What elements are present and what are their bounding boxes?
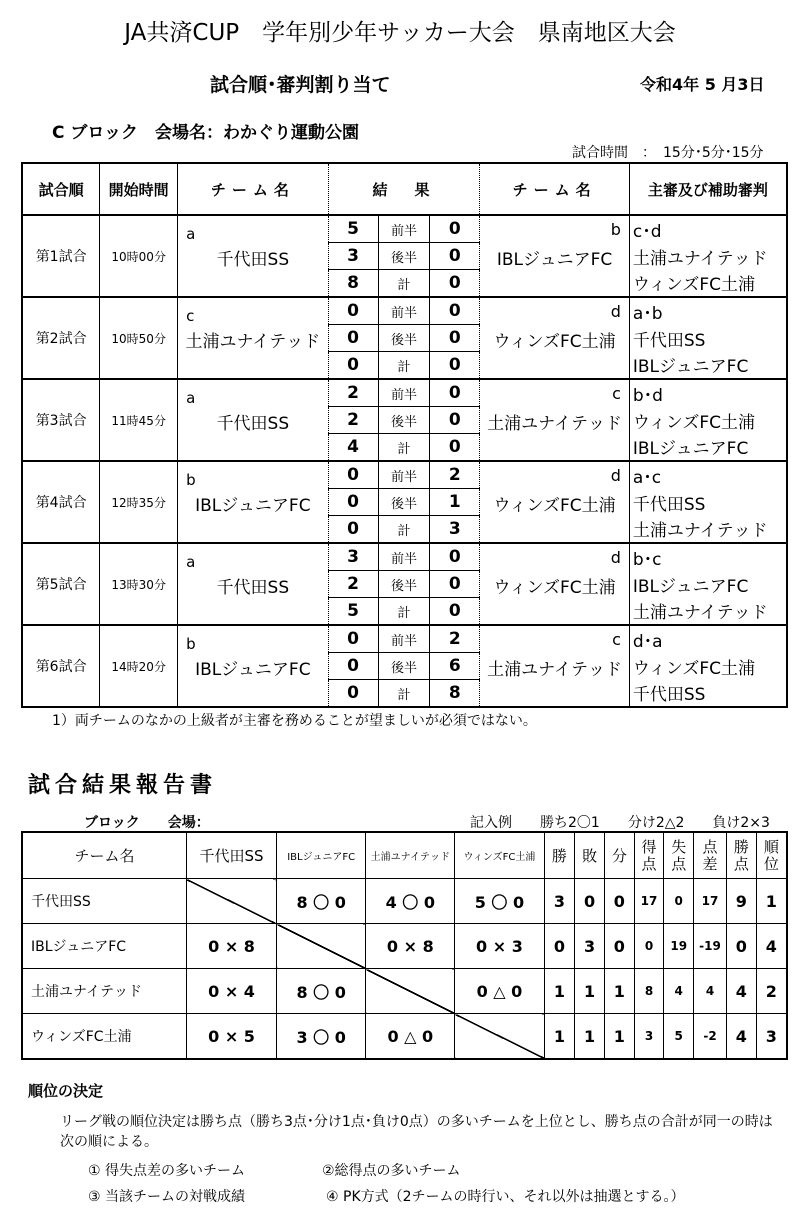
block-venue: C ブロック 会場名：わかぐり運動公園 [52,123,360,143]
match-row [22,215,787,243]
criterion-4: ④ PK方式（2チームの時行い、それ以外は抽選とする。） [326,1189,685,1205]
results-match-cell: 4 〇 0 [366,879,455,924]
results-losses: 3 [575,924,605,969]
results-goals-against: 4 [664,969,694,1014]
referee-1: ウィンズFC土浦 [629,653,787,680]
results-header-t4: ウィンズFC土浦 [455,832,544,879]
results-goals-for: 17 [634,879,664,924]
score-b-first-half: 0 [430,543,480,571]
match-number: 第4試合 [22,461,100,543]
results-match-cell: 5 〇 0 [455,879,544,924]
results-goals-for: 8 [634,969,664,1014]
results-match-cell: 8 〇 0 [277,879,366,924]
results-wins: 1 [544,969,575,1014]
score-b-first-half: 0 [430,379,480,407]
first-half-label: 前半 [378,215,430,243]
header-order: 試合順 [22,163,100,215]
results-losses: 1 [575,969,605,1014]
referee-1: IBLジュニアFC [629,571,787,598]
score-b-total: 3 [430,516,480,544]
score-b-first-half: 2 [430,625,480,653]
report-block-label: ブロック 会場： [84,815,210,831]
referee-2: IBLジュニアFC [629,434,787,462]
score-b-second-half: 0 [430,407,480,434]
match-start-time: 12時35分 [100,461,178,543]
score-b-total: 0 [430,270,480,298]
results-match-cell: 0 △ 0 [455,969,544,1014]
match-start-time: 14時20分 [100,625,178,707]
score-b-second-half: 0 [430,571,480,598]
results-row [22,879,787,924]
results-goals-against: 5 [664,1014,694,1060]
results-points: 4 [726,1014,756,1060]
match-row [22,543,787,571]
results-header-row [22,832,787,879]
referee-codes: b･c [629,543,787,571]
score-b-first-half: 0 [430,215,480,243]
score-a-second-half: 0 [328,489,378,516]
score-b-total: 0 [430,434,480,462]
team-a-code: a [178,379,329,407]
score-b-second-half: 1 [430,489,480,516]
total-label: 計 [378,352,430,380]
results-header-points: 勝 点 [726,832,756,879]
header-referee: 主審及び補助審判 [629,163,787,215]
results-header-draw: 分 [604,832,634,879]
total-label: 計 [378,680,430,708]
match-number: 第2試合 [22,297,100,379]
results-losses: 1 [575,1014,605,1060]
results-match-cell: 0 × 3 [455,924,544,969]
score-a-first-half: 5 [328,215,378,243]
referee-2: 土浦ユナイテッド [629,516,787,544]
score-a-total: 0 [328,680,378,708]
referee-1: ウィンズFC土浦 [629,407,787,434]
rules-heading: 順位の決定 [28,1082,104,1100]
score-a-second-half: 2 [328,571,378,598]
score-b-second-half: 0 [430,325,480,352]
match-start-time: 11時45分 [100,379,178,461]
match-row [22,297,787,325]
results-points: 0 [726,924,756,969]
results-row [22,969,787,1014]
score-a-second-half: 3 [328,243,378,270]
criterion-3: ③ 当該チームの対戦成績 [88,1189,246,1205]
schedule-table [21,162,788,708]
team-a-name: IBLジュニアFC [178,489,329,544]
note: 1）両チームのなかの上級者が主審を務めることが望ましいが必須ではない。 [52,713,537,729]
team-a-code: a [178,543,329,571]
results-header-team: チーム名 [22,832,186,879]
team-a-name: IBLジュニアFC [178,653,329,708]
results-match-cell: 0 × 5 [186,1014,276,1060]
team-a-code: b [178,461,329,489]
match-row [22,461,787,489]
schedule-header-row [22,163,787,215]
score-a-first-half: 2 [328,379,378,407]
results-wins: 0 [544,924,575,969]
score-a-first-half: 3 [328,543,378,571]
results-header-gd: 点 差 [694,832,727,879]
referee-codes: b･d [629,379,787,407]
results-goals-against: 19 [664,924,694,969]
results-draws: 1 [604,969,634,1014]
results-match-cell: 8 〇 0 [277,969,366,1014]
score-b-second-half: 6 [430,653,480,680]
results-rank: 1 [756,879,787,924]
results-team-name: 千代田SS [22,879,186,924]
results-goals-against: 0 [664,879,694,924]
score-a-total: 4 [328,434,378,462]
score-b-first-half: 0 [430,297,480,325]
total-label: 計 [378,270,430,298]
referee-codes: c･d [629,215,787,243]
results-row [22,924,787,969]
referee-2: 土浦ユナイテッド [629,598,787,626]
results-header-gf: 得 点 [634,832,664,879]
second-half-label: 後半 [378,489,430,516]
results-points: 4 [726,969,756,1014]
first-half-label: 前半 [378,461,430,489]
score-b-total: 0 [430,352,480,380]
score-b-total: 0 [430,598,480,626]
team-b-code: d [480,461,630,489]
results-header-t1: 千代田SS [186,832,276,879]
criterion-1: ① 得失点差の多いチーム [88,1163,246,1179]
results-wins: 3 [544,879,575,924]
results-match-cell [366,969,455,1014]
match-number: 第5試合 [22,543,100,625]
score-a-total: 5 [328,598,378,626]
team-b-name: 土浦ユナイテッド [480,407,630,462]
second-half-label: 後半 [378,407,430,434]
results-header-loss: 敗 [575,832,605,879]
results-rank: 2 [756,969,787,1014]
results-team-name: IBLジュニアFC [22,924,186,969]
first-half-label: 前半 [378,543,430,571]
second-half-label: 後半 [378,325,430,352]
score-b-total: 8 [430,680,480,708]
results-goal-diff: 17 [694,879,727,924]
results-header-win: 勝 [544,832,575,879]
team-b-name: ウィンズFC土浦 [480,325,630,380]
results-match-cell: 0 × 4 [186,969,276,1014]
results-match-cell: 0 × 8 [186,924,276,969]
referee-codes: d･a [629,625,787,653]
results-team-name: 土浦ユナイテッド [22,969,186,1014]
document-subtitle: 試合順･審判割り当て [210,74,391,96]
referee-codes: a･b [629,297,787,325]
team-b-code: d [480,543,630,571]
score-a-second-half: 2 [328,407,378,434]
results-match-cell: 0 × 8 [366,924,455,969]
results-goal-diff: 4 [694,969,727,1014]
header-team-a: チーム名 [178,163,329,215]
results-header-t3: 土浦ユナイテッド [366,832,455,879]
second-half-label: 後半 [378,571,430,598]
team-a-code: a [178,215,329,243]
team-a-name: 千代田SS [178,571,329,626]
results-match-cell: 3 〇 0 [277,1014,366,1060]
match-number: 第3試合 [22,379,100,461]
first-half-label: 前半 [378,297,430,325]
results-goal-diff: -19 [694,924,727,969]
rules-text: リーグ戦の順位決定は勝ち点（勝ち3点･分け1点･負け0点）の多いチームを上位とし、勝ち点の合計が同一の時は次の順による。 [60,1114,773,1150]
score-b-first-half: 2 [430,461,480,489]
results-draws: 0 [604,924,634,969]
match-number: 第6試合 [22,625,100,707]
team-a-code: b [178,625,329,653]
results-goals-for: 3 [634,1014,664,1060]
total-label: 計 [378,516,430,544]
results-match-cell [277,924,366,969]
results-draws: 1 [604,1014,634,1060]
match-start-time: 10時00分 [100,215,178,297]
team-b-name: 土浦ユナイテッド [480,653,630,708]
results-draws: 0 [604,879,634,924]
referee-1: 千代田SS [629,325,787,352]
match-number: 第1試合 [22,215,100,297]
results-match-cell [186,879,276,924]
score-a-first-half: 0 [328,625,378,653]
match-time: 試合時間 ： 15分･5分･15分 [572,145,764,161]
second-half-label: 後半 [378,243,430,270]
results-table [21,831,788,1060]
team-b-code: c [480,379,630,407]
results-goal-diff: -2 [694,1014,727,1060]
score-a-first-half: 0 [328,297,378,325]
total-label: 計 [378,598,430,626]
criterion-2: ②総得点の多いチーム [322,1163,461,1179]
team-b-code: b [480,215,630,243]
score-a-total: 8 [328,270,378,298]
results-wins: 1 [544,1014,575,1060]
results-goals-for: 0 [634,924,664,969]
score-a-first-half: 0 [328,461,378,489]
score-a-second-half: 0 [328,653,378,680]
results-points: 9 [726,879,756,924]
first-half-label: 前半 [378,625,430,653]
team-b-code: d [480,297,630,325]
score-b-second-half: 0 [430,243,480,270]
results-row [22,1014,787,1060]
team-b-name: IBLジュニアFC [480,243,630,298]
total-label: 計 [378,434,430,462]
score-a-total: 0 [328,516,378,544]
second-half-label: 後半 [378,653,430,680]
match-start-time: 13時30分 [100,543,178,625]
match-row [22,625,787,653]
referee-2: IBLジュニアFC [629,352,787,380]
document-title: JA共済CUP 学年別少年サッカー大会 県南地区大会 [124,20,676,46]
results-header-ga: 失 点 [664,832,694,879]
report-title: 試合結果報告書 [28,773,218,798]
header-result: 結 果 [328,163,480,215]
referee-codes: a･c [629,461,787,489]
team-b-code: c [480,625,630,653]
results-match-cell: 0 △ 0 [366,1014,455,1060]
results-losses: 0 [575,879,605,924]
score-a-second-half: 0 [328,325,378,352]
first-half-label: 前半 [378,379,430,407]
referee-1: 土浦ユナイテッド [629,243,787,270]
header-start: 開始時間 [100,163,178,215]
report-example: 記入例 勝ち2〇1 分け2△2 負け2×3 [470,815,770,831]
team-b-name: ウィンズFC土浦 [480,489,630,544]
referee-2: ウィンズFC土浦 [629,270,787,298]
team-a-name: 土浦ユナイテッド [178,325,329,380]
match-start-time: 10時50分 [100,297,178,379]
document-date: 令和4年 5 月3日 [640,75,765,94]
team-b-name: ウィンズFC土浦 [480,571,630,626]
results-header-t2: IBLジュニアFC [277,832,366,879]
header-team-b: チーム名 [480,163,630,215]
score-a-total: 0 [328,352,378,380]
results-match-cell [455,1014,544,1060]
results-header-rank: 順 位 [756,832,787,879]
match-row [22,379,787,407]
team-a-name: 千代田SS [178,407,329,462]
results-rank: 3 [756,1014,787,1060]
results-rank: 4 [756,924,787,969]
results-team-name: ウィンズFC土浦 [22,1014,186,1060]
team-a-code: c [178,297,329,325]
referee-1: 千代田SS [629,489,787,516]
team-a-name: 千代田SS [178,243,329,298]
referee-2: 千代田SS [629,680,787,708]
